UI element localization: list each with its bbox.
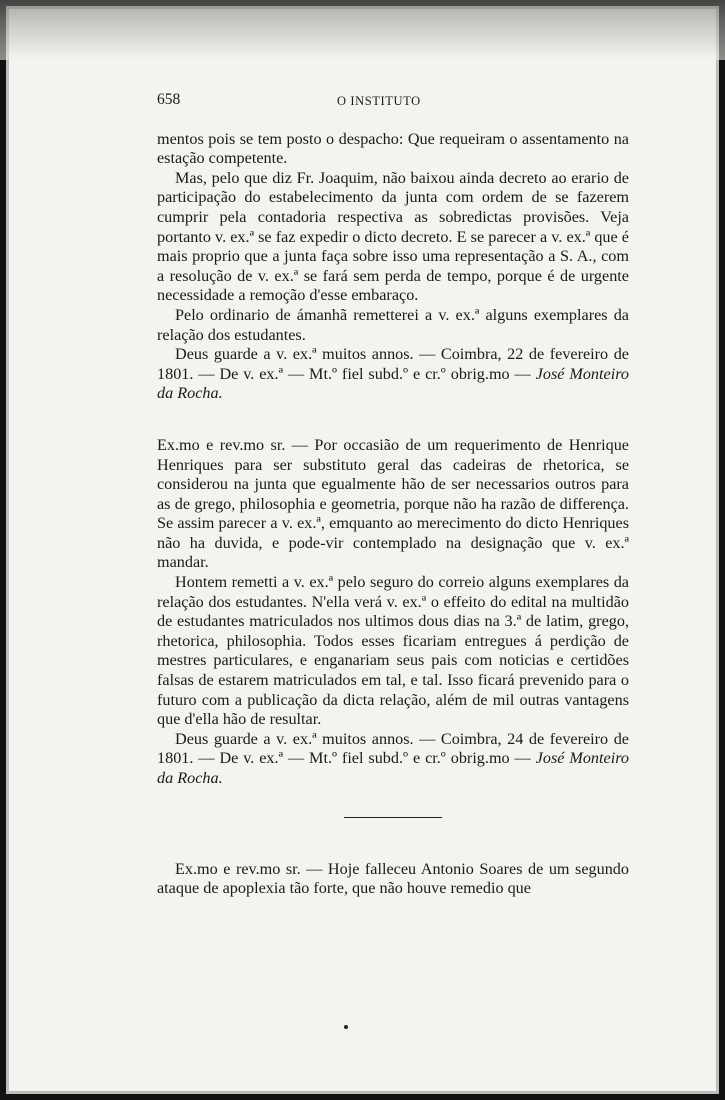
closing-text: Deus guarde a v. ex.ª muitos annos. — Coimbra, 24 de fevereiro de 1801. — De v. ex.ª — Mt.º fiel subd.º e cr.º obrig.mo — (157, 729, 629, 768)
closing-text: Deus guarde a v. ex.ª muitos annos. — Coimbra, 22 de fevereiro de 1801. — De v. ex.ª — Mt.º fiel subd.º e cr.º obrig.mo — (157, 345, 629, 383)
paragraph: Hontem remetti a v. ex.ª pelo seguro do correio alguns exemplares da relação dos estudantes. N'ella verá v. ex.ª o effeito do edital na multidão de estudantes matriculados nos ultimos dous dias na 3.ª de latim, grego, rhetorica, philosophia. Todos esses ficariam entregues á perdição de mestres particulares, e enganariam seus pais com noticias e certidões falsas de estarem matriculados em tal, e tal. Isso ficará prevenido para o futuro com a publicação da dicta relação, além de mil outras vantagens que d'ella hão de resultar. (157, 573, 629, 729)
running-title: O INSTITUTO (337, 94, 421, 108)
page-number: 658 (157, 91, 181, 108)
paragraph: Ex.mo e rev.mo sr. — Por occasião de um requerimento de Henrique Henriques para ser substituto geral das cadeiras de rhetorica, se considerou na junta que egualmente hão de ser necessarios outros para as de grego, philosophia e geometria, porque não ha razão de differença. Se assim parecer a v. ex.ª, emquanto ao merecimento do dicto Henriques não ha duvida, e pode-vir contemplado na designação que v. ex.ª mandar. (157, 435, 629, 572)
signature: José Monteiro da Rocha. (157, 364, 629, 403)
paragraph: mentos pois se tem posto o despacho: Que requeiram o assentamento na estação competente. (157, 129, 629, 168)
paragraph: Pelo ordinario de ámanhã remetterei a v. ex.ª alguns exemplares da relação dos estudantes. (157, 305, 629, 344)
page-body (157, 90, 629, 899)
section-divider (344, 817, 442, 818)
paragraph: Ex.mo e rev.mo sr. — Hoje falleceu Antonio Soares de um segundo ataque de apoplexia tão forte, que não houve remedio que (157, 859, 629, 898)
ink-speck (344, 1025, 348, 1029)
paragraph: Mas, pelo que diz Fr. Joaquim, não baixou ainda decreto ao erario de participação do estabelecimento da junta com ordem de se fazerem cumprir pela contadoria respectiva as sobredictas provisões. Veja portanto v. ex.ª se faz expedir o dicto decreto. E se parecer a v. ex.ª que é mais proprio que a junta faça sobre isso uma representação a S. A., com a resolução de v. ex.ª se fará sem perda de tempo, porque é de urgente necessidade a remoção d'esse embaraço. (157, 168, 629, 305)
closing-salutation (157, 345, 629, 404)
closing-salutation (157, 730, 629, 789)
page-header (157, 90, 629, 112)
signature: José Monteiro da Rocha. (157, 749, 629, 787)
